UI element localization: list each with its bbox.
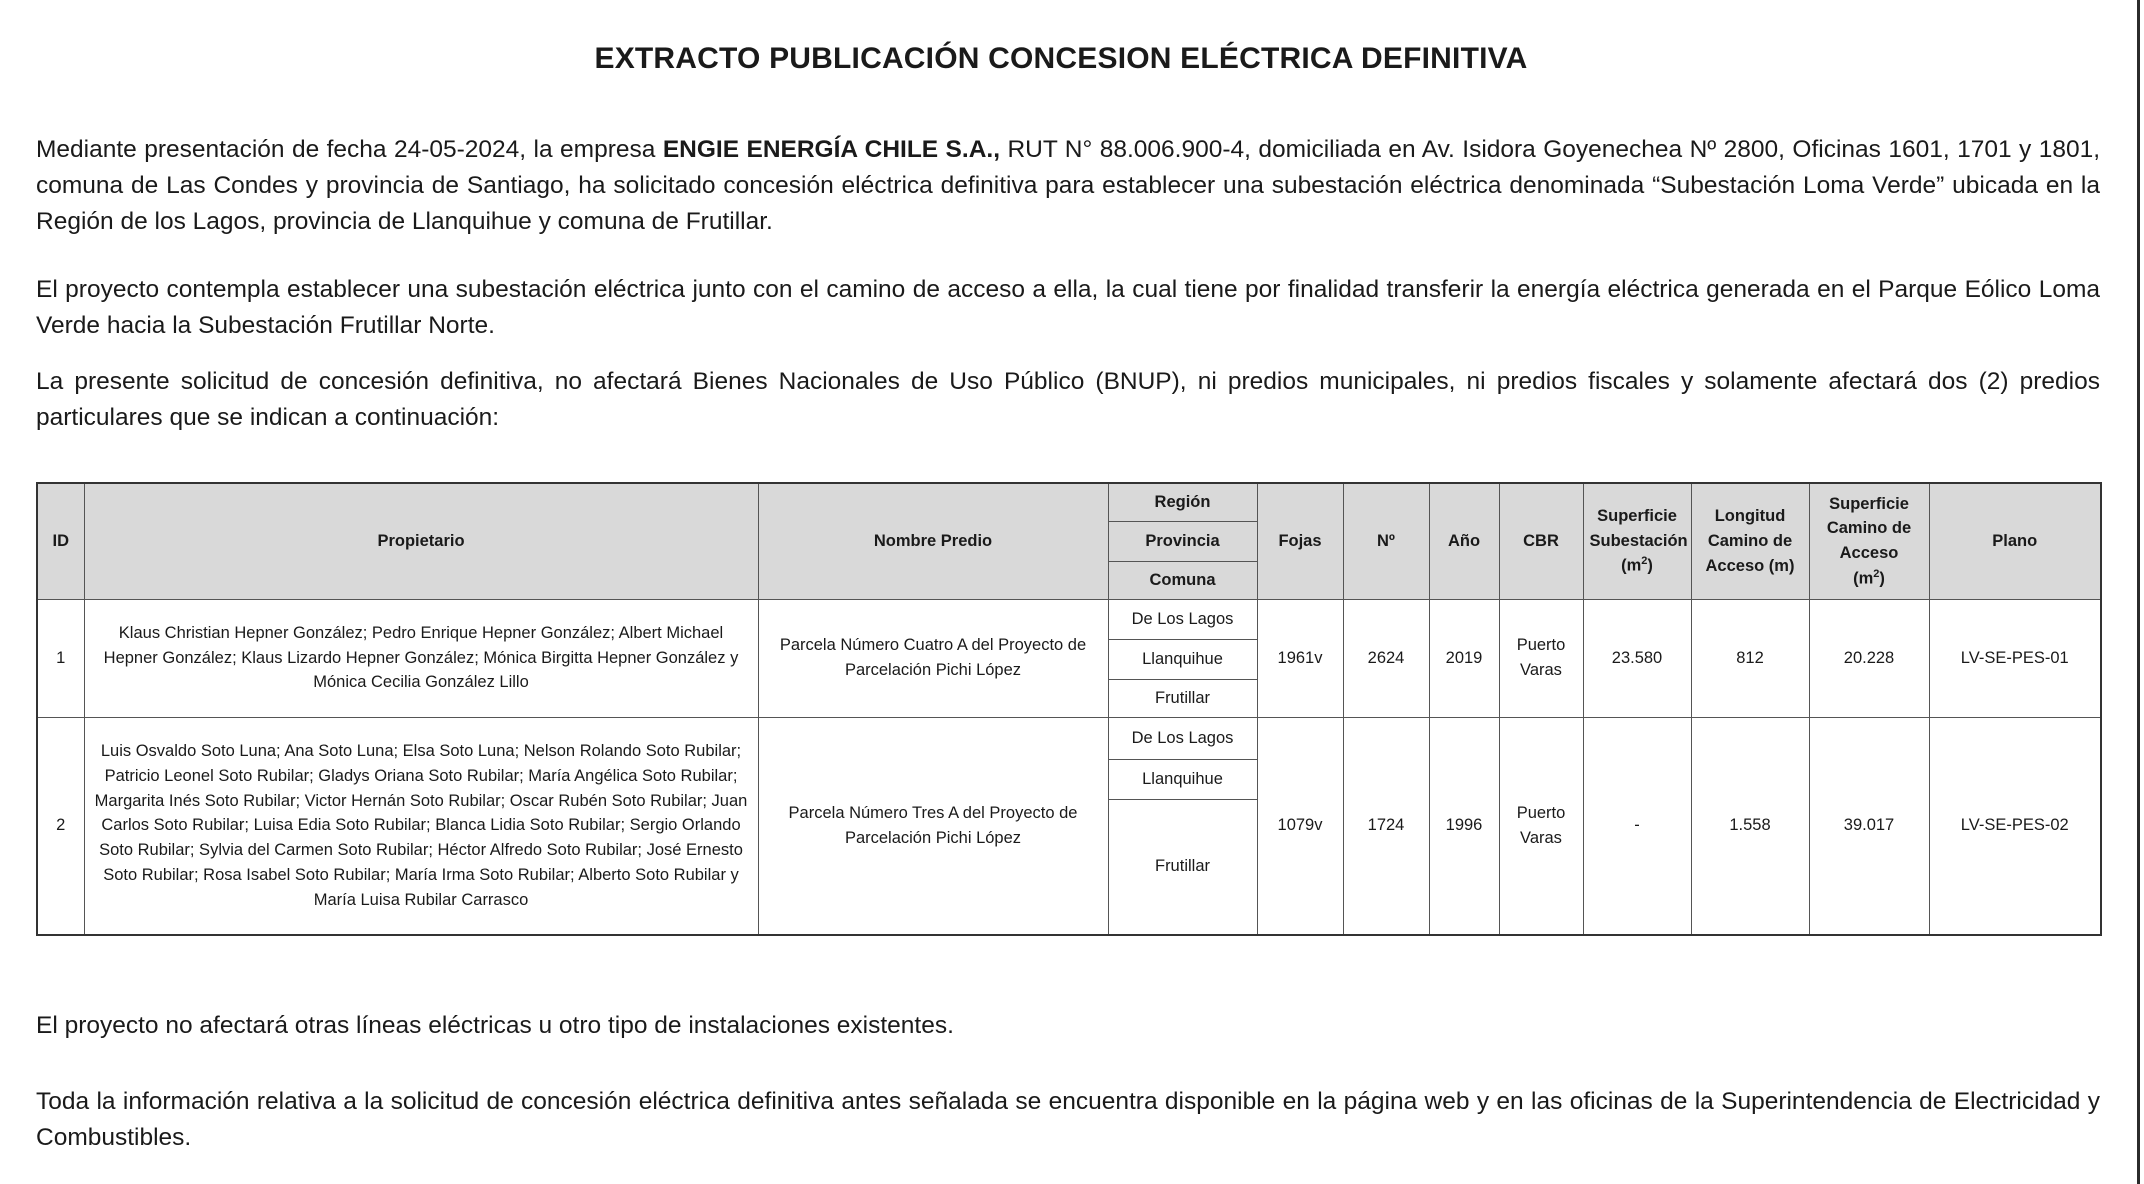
header-id: ID	[37, 483, 84, 599]
table-row	[37, 717, 2101, 759]
cell-cbr: Puerto Varas	[1499, 599, 1583, 717]
p1-text-end: RUT N° 88.006.900-4, domiciliada en Av. Isidora Goyenechea Nº 2800, Oficinas 1601, 1701 y 1801, comuna de Las Condes y provincia de Santiago, ha solicitado concesión eléctrica definitiva para establecer una subestación eléctrica denominada “Subestación Loma Verde” ubicada en la Región de los Lagos, provincia de Llanquihue y comuna de Frutillar.	[36, 136, 2101, 235]
cell-property-name: Parcela Número Tres A del Proyecto de Parcelación Pichi López	[758, 717, 1108, 935]
document-title: EXTRACTO PUBLICACIÓN CONCESION ELÉCTRICA DEFINITIVA	[594, 42, 1528, 75]
header-number: Nº	[1343, 483, 1429, 599]
table-row	[37, 599, 2101, 639]
properties-table	[36, 482, 2102, 936]
header-plan: Plano	[1929, 483, 2101, 599]
cell-province: Llanquihue	[1108, 639, 1257, 679]
paragraph-project: El proyecto contempla establecer una subestación eléctrica junto con el camino de acceso a ella, la cual tiene por finalidad transferir la energía eléctrica generada en el Parque Eólico Loma Verde hacia la Subestación Frutillar Norte.	[36, 276, 2100, 339]
cell-id: 1	[37, 599, 84, 717]
cell-commune: Frutillar	[1108, 799, 1257, 935]
header-road-length: Longitud Camino de Acceso (m)	[1691, 483, 1809, 599]
cell-road-area: 20.228	[1809, 599, 1929, 717]
page-right-border	[2137, 0, 2140, 1184]
cell-fojas: 1079v	[1257, 717, 1343, 935]
header-region: Región	[1108, 483, 1257, 521]
header-year: Año	[1429, 483, 1499, 599]
header-commune: Comuna	[1108, 561, 1257, 599]
cell-road-length: 1.558	[1691, 717, 1809, 935]
cell-number: 1724	[1343, 717, 1429, 935]
cell-region: De Los Lagos	[1108, 717, 1257, 759]
cell-number: 2624	[1343, 599, 1429, 717]
header-cbr: CBR	[1499, 483, 1583, 599]
header-fojas: Fojas	[1257, 483, 1343, 599]
paragraph-information-availability: Toda la información relativa a la solicitud de concesión eléctrica definitiva antes señalada se encuentra disponible en la página web y en las oficinas de la Superintendencia de Electricidad y Combustibles.	[36, 1088, 2100, 1151]
header-owner: Propietario	[84, 483, 758, 599]
cell-road-length: 812	[1691, 599, 1809, 717]
header-road-area: Superficie Camino de Acceso $(m^2)$	[1809, 483, 1929, 599]
header-substation-area: Superficie Subestación $(m^2)$	[1583, 483, 1691, 599]
cell-id: 2	[37, 717, 84, 935]
cell-commune: Frutillar	[1108, 679, 1257, 717]
cell-region: De Los Lagos	[1108, 599, 1257, 639]
cell-year: 1996	[1429, 717, 1499, 935]
paragraph-affected-properties: La presente solicitud de concesión definitiva, no afectará Bienes Nacionales de Uso Público (BNUP), ni predios municipales, ni predios fiscales y solamente afectará dos (2) predios particulares que se indican a continuación:	[36, 368, 2100, 431]
cell-cbr: Puerto Varas	[1499, 717, 1583, 935]
cell-year: 2019	[1429, 599, 1499, 717]
cell-plan: LV-SE-PES-01	[1929, 599, 2101, 717]
cell-road-area: 39.017	[1809, 717, 1929, 935]
company-name: ENGIE ENERGÍA CHILE S.A.,	[662, 136, 1001, 163]
cell-property-name: Parcela Número Cuatro A del Proyecto de Parcelación Pichi López	[758, 599, 1108, 717]
cell-plan: LV-SE-PES-02	[1929, 717, 2101, 935]
paragraph-no-other-lines: El proyecto no afectará otras líneas eléctricas u otro tipo de instalaciones existentes.	[36, 1012, 954, 1039]
cell-owner: Klaus Christian Hepner González; Pedro Enrique Hepner González; Albert Michael Hepner González; Klaus Lizardo Hepner González; Mónica Birgitta Hepner González y Mónica Cecilia González Lillo	[84, 599, 758, 717]
cell-substation-area: 23.580	[1583, 599, 1691, 717]
cell-substation-area: -	[1583, 717, 1691, 935]
p1-text-start: Mediante presentación de fecha 24-05-2024, la empresa	[36, 136, 663, 163]
paragraph-presentation	[36, 132, 2100, 240]
cell-province: Llanquihue	[1108, 759, 1257, 799]
header-province: Provincia	[1108, 521, 1257, 561]
cell-owner: Luis Osvaldo Soto Luna; Ana Soto Luna; Elsa Soto Luna; Nelson Rolando Soto Rubilar; Patricio Leonel Soto Rubilar; Gladys Oriana Soto Rubilar; María Angélica Soto Rubilar; Margarita Inés Soto Rubilar; Victor Hernán Soto Rubilar; Oscar Rubén Soto Rubilar; Juan Carlos Soto Rubilar; Luisa Edia Soto Rubilar; Blanca Lidia Soto Rubilar; Sergio Orlando Soto Rubilar; Sylvia del Carmen Soto Rubilar; Héctor Alfredo Soto Rubilar; José Ernesto Soto Rubilar; Rosa Isabel Soto Rubilar; María Irma Soto Rubilar; Alberto Soto Rubilar y María Luisa Rubilar Carrasco	[84, 717, 758, 935]
header-property-name: Nombre Predio	[758, 483, 1108, 599]
cell-fojas: 1961v	[1257, 599, 1343, 717]
